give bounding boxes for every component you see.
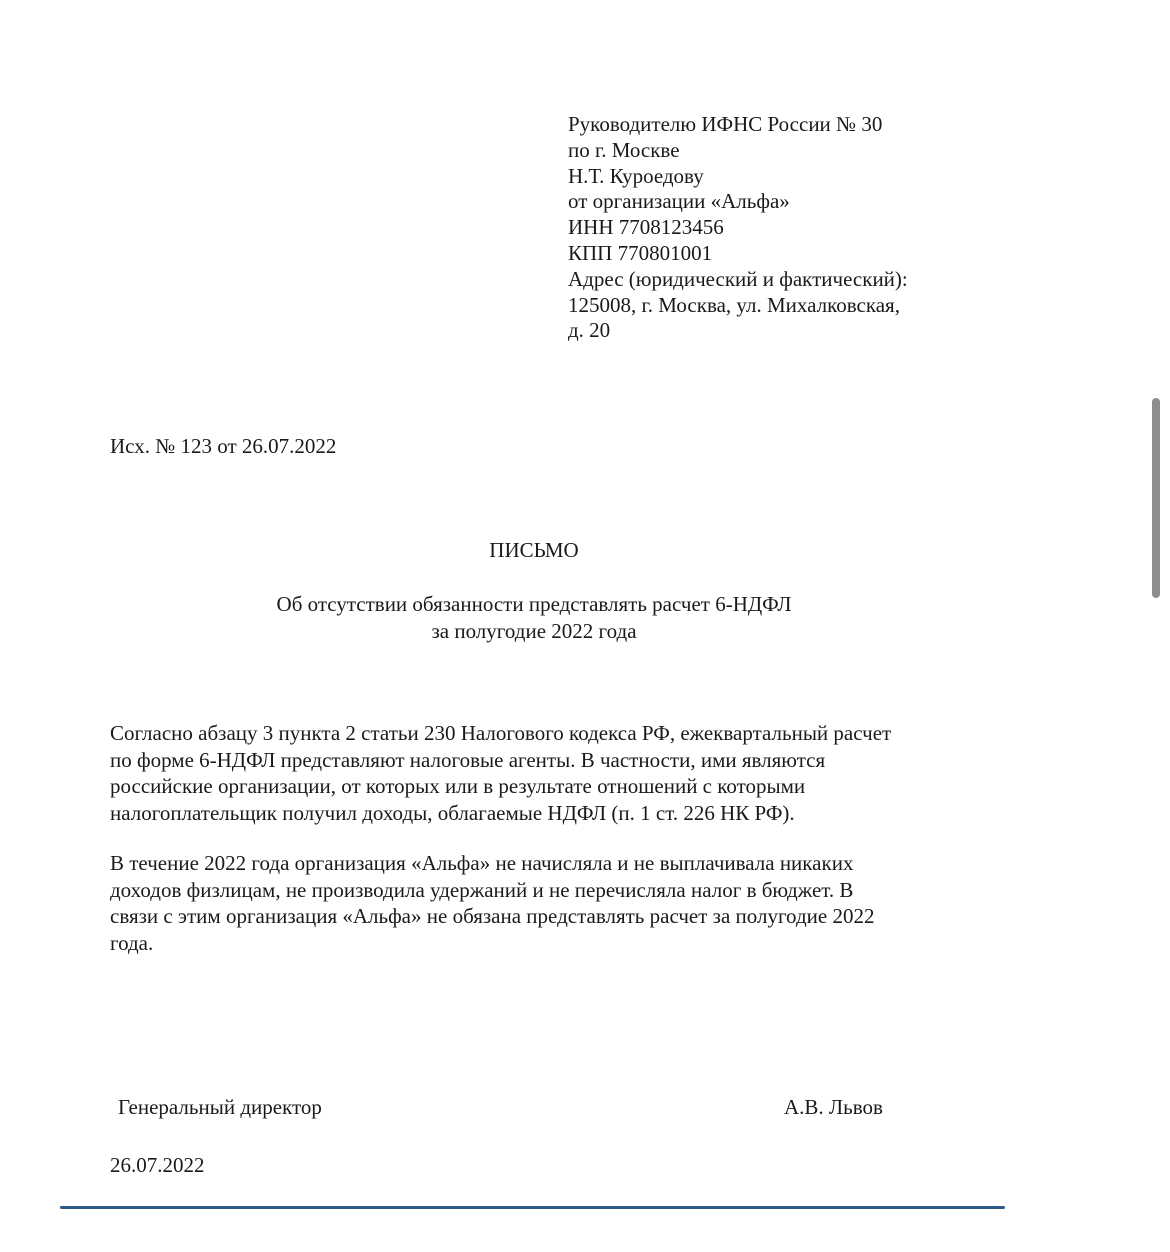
- outgoing-reference: Исх. № 123 от 26.07.2022: [110, 434, 337, 458]
- document-title: ПИСЬМО: [489, 538, 579, 562]
- signatory-position: Генеральный директор: [118, 1095, 322, 1119]
- body-paragraph-2: [110, 850, 970, 956]
- paragraph-line: В течение 2022 года организация «Альфа» не начисляла и не выплачивала никаких: [110, 851, 854, 875]
- addressee-line: от организации «Альфа»: [568, 189, 790, 214]
- page-bottom-divider: [60, 1206, 1005, 1209]
- addressee-block: [568, 112, 988, 344]
- paragraph-line: налогоплательщик получил доходы, облагаемые НДФЛ (п. 1 ст. 226 НК РФ).: [110, 800, 795, 825]
- signatory-name: А.В. Львов: [784, 1095, 883, 1119]
- addressee-line: Руководителю ИФНС России № 30: [568, 112, 883, 136]
- addressee-line: КПП 770801001: [568, 240, 713, 265]
- addressee-line: 125008, г. Москва, ул. Михалковская,: [568, 292, 900, 317]
- paragraph-line: российские организации, от которых или в результате отношений с которыми: [110, 774, 806, 798]
- paragraph-line: связи с этим организация «Альфа» не обязана представлять расчет за полугодие 2022: [110, 904, 875, 928]
- addressee-line: по г. Москве: [568, 137, 680, 162]
- addressee-line: ИНН 7708123456: [568, 215, 724, 240]
- subject-line: Об отсутствии обязанности представлять расчет 6-НДФЛ: [276, 592, 792, 616]
- paragraph-line: Согласно абзацу 3 пункта 2 статьи 230 Налогового кодекса РФ, ежеквартальный расчет: [110, 721, 892, 745]
- subject-line: за полугодие 2022 года: [431, 619, 637, 643]
- addressee-line: Адрес (юридический и фактический):: [568, 266, 908, 291]
- signature-date: 26.07.2022: [110, 1153, 205, 1177]
- paragraph-line: года.: [110, 930, 154, 955]
- body-paragraph-1: [110, 720, 970, 826]
- vertical-scrollbar-thumb[interactable]: [1152, 398, 1160, 598]
- addressee-line: д. 20: [568, 318, 611, 343]
- paragraph-line: доходов физлицам, не производила удержаний и не перечисляла налог в бюджет. В: [110, 877, 854, 902]
- addressee-line: Н.Т. Куроедову: [568, 163, 704, 188]
- document-subject: [0, 591, 1068, 645]
- paragraph-line: по форме 6-НДФЛ представляют налоговые агенты. В частности, ими являются: [110, 747, 826, 772]
